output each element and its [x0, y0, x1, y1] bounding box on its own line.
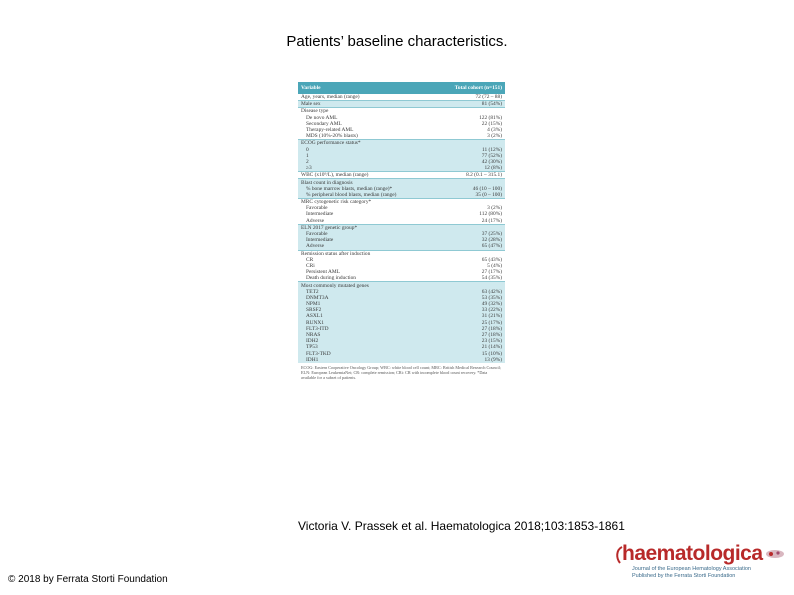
row-label: Secondary AML — [298, 121, 434, 127]
row-value: 77 (52%) — [434, 153, 505, 159]
row-label: ASXL1 — [298, 313, 434, 319]
row-value: 27 (18%) — [434, 326, 505, 332]
table-row — [298, 250, 505, 257]
row-value: 4 (3%) — [434, 127, 505, 133]
table-row — [298, 224, 505, 231]
row-value: 12 (8%) — [434, 165, 505, 172]
row-value: 49 (32%) — [434, 301, 505, 307]
row-label: RUNX1 — [298, 320, 434, 326]
row-label: 1 — [298, 153, 434, 159]
row-value: 42 (30%) — [434, 159, 505, 165]
row-value: 5 (4%) — [434, 263, 505, 269]
row-label: FLT3-ITD — [298, 326, 434, 332]
row-value: 15 (10%) — [434, 351, 505, 357]
row-label: MRC cytogenetic risk category* — [298, 199, 434, 206]
row-value: 54 (35%) — [434, 275, 505, 282]
row-value: 72 (72 – 88) — [434, 94, 505, 101]
row-value: 23 (15%) — [434, 338, 505, 344]
row-value: 112 (80%) — [434, 211, 505, 217]
row-label: Therapy-related AML — [298, 127, 434, 133]
row-label: Favorable — [298, 205, 434, 211]
row-value: 22 (15%) — [434, 121, 505, 127]
row-value: 8.2 (0.1 – 315.1) — [434, 172, 505, 179]
row-value: 65 (43%) — [434, 257, 505, 263]
row-label: TET2 — [298, 289, 434, 295]
table-row — [298, 192, 505, 199]
slide-title: Patients’ baseline characteristics. — [286, 33, 508, 50]
row-value — [434, 179, 505, 186]
header-total-cohort: Total cohort (n=151) — [434, 82, 505, 94]
copyright: © 2018 by Ferrata Storti Foundation — [8, 574, 168, 585]
citation: Victoria V. Prassek et al. Haematologica 2018;103:1853-1861 — [298, 519, 625, 533]
row-label: NPM1 — [298, 301, 434, 307]
row-label: 0 — [298, 147, 434, 153]
row-value: 13 (9%) — [434, 357, 505, 363]
row-value: 27 (17%) — [434, 269, 505, 275]
row-label: Intermediate — [298, 237, 434, 243]
table-body — [298, 94, 505, 363]
table-row — [298, 140, 505, 147]
row-label: % peripheral blood blasts, median (range) — [298, 192, 434, 199]
row-value: 3 (2%) — [434, 205, 505, 211]
row-label: Disease type — [298, 108, 434, 115]
row-label: Most commonly mutated genes — [298, 282, 434, 289]
table-row — [298, 108, 505, 115]
row-label: SRSF2 — [298, 307, 434, 313]
row-value: 32 (28%) — [434, 237, 505, 243]
row-label: CR — [298, 257, 434, 263]
row-label: Age, years, median (range) — [298, 94, 434, 101]
row-value: 31 (21%) — [434, 313, 505, 319]
row-value: 24 (17%) — [434, 218, 505, 225]
row-label: MDS (10%-20% blasts) — [298, 133, 434, 140]
row-value: 53 (35%) — [434, 295, 505, 301]
row-value — [434, 282, 505, 289]
row-value: 27 (18%) — [434, 332, 505, 338]
row-label: DNMT3A — [298, 295, 434, 301]
table-row — [298, 101, 505, 108]
row-label: WBC (x10⁹/L), median (range) — [298, 172, 434, 179]
row-label: Remission status after induction — [298, 250, 434, 257]
row-value: 3 (2%) — [434, 133, 505, 140]
row-value — [434, 250, 505, 257]
row-value: 81 (54%) — [434, 101, 505, 108]
row-label: NRAS — [298, 332, 434, 338]
table-row — [298, 243, 505, 250]
row-label: Persistent AML — [298, 269, 434, 275]
row-label: IDH1 — [298, 357, 434, 363]
row-label: Death during induction — [298, 275, 434, 282]
table-footnote: ECOG: Eastern Cooperative Oncology Group; WBC: white blood cell count; MRC: British Medical Research Council; ELN: European LeukemiaNet; CR: complete remission; CRi: CR with incomplete blood count recovery. *Data available for a subset of patients. — [298, 363, 505, 382]
logo-wordmark: haematologica — [622, 542, 763, 565]
row-value — [434, 108, 505, 115]
row-value: 11 (12%) — [434, 147, 505, 153]
row-value: 122 (81%) — [434, 115, 505, 121]
row-label: Intermediate — [298, 211, 434, 217]
row-label: Blast count in diagnosis — [298, 179, 434, 186]
table-row — [298, 165, 505, 172]
row-value: 37 (25%) — [434, 231, 505, 237]
row-value — [434, 224, 505, 231]
row-label: IDH2 — [298, 338, 434, 344]
table-row — [298, 94, 505, 101]
haematologica-logo — [612, 542, 794, 582]
baseline-characteristics-table — [298, 82, 505, 363]
row-label: % bone marrow blasts, median (range)* — [298, 186, 434, 192]
row-label: Adverse — [298, 218, 434, 225]
row-label: ≥3 — [298, 165, 434, 172]
row-value: 46 (10 – 100) — [434, 186, 505, 192]
row-label: Adverse — [298, 243, 434, 250]
row-label: FLT3-TKD — [298, 351, 434, 357]
table-row — [298, 133, 505, 140]
table-row — [298, 199, 505, 206]
row-value: 21 (14%) — [434, 344, 505, 350]
row-label: ECOG performance status* — [298, 140, 434, 147]
row-value: 65 (47%) — [434, 243, 505, 250]
logo-emblem-icon — [764, 548, 786, 560]
logo-tagline-line-2: Published by the Ferrata Storti Foundation — [632, 572, 736, 579]
baseline-table-figure — [298, 82, 505, 507]
logo-tagline-line-1: Journal of the European Hematology Association — [632, 566, 751, 572]
row-label: ELN 2017 genetic group* — [298, 224, 434, 231]
header-variable: Variable — [298, 82, 434, 94]
row-value: 35 (0 – 100) — [434, 192, 505, 199]
row-label: TP53 — [298, 344, 434, 350]
row-label: De novo AML — [298, 115, 434, 121]
row-label: Favorable — [298, 231, 434, 237]
row-value: 63 (42%) — [434, 289, 505, 295]
row-value: 25 (17%) — [434, 320, 505, 326]
row-label: CRi — [298, 263, 434, 269]
table-row — [298, 275, 505, 282]
row-value: 33 (22%) — [434, 307, 505, 313]
row-value — [434, 140, 505, 147]
table-row — [298, 218, 505, 225]
row-label: Male sex — [298, 101, 434, 108]
table-row — [298, 179, 505, 186]
table-row — [298, 282, 505, 289]
table-row — [298, 172, 505, 179]
row-label: 2 — [298, 159, 434, 165]
logo-tagline — [632, 566, 751, 579]
table-header-row — [298, 82, 505, 94]
